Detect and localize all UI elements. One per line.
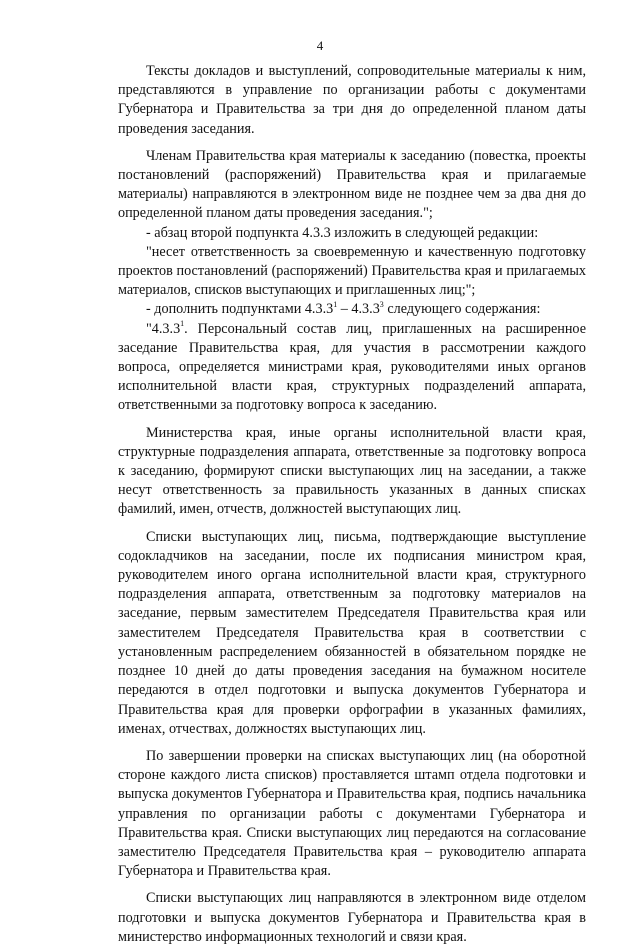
supplement-prefix: - дополнить подпунктами 4.3.3 xyxy=(146,301,334,318)
paragraph-speech-texts: Тексты докладов и выступлений, сопроводительные материалы к ним, представляются в управление по организации работы с документами Губернатора и Правительства за три дня до определенной планом даты проведения заседания. xyxy=(118,63,586,137)
new-item-text: . Персональный состав лиц, приглашенных на расширенное заседание Правительства края, для участия в рассмотрении каждого вопроса, определяется министрами края, руководителями иных органов исполнительной власти края, структурных подразделений аппарата, ответственными за подготовку вопроса к заседанию. xyxy=(118,320,586,414)
paragraph-lists-check: По завершении проверки на списках выступающих лиц (на оборотной стороне каждого листа списков) проставляется штамп отдела подготовки и выпуска документов Губернатора и Правительства края, подпись начальника управления по организации работы с документами Губернатора и Правительства края. Списки выступающих лиц передаются на согласование заместителю Председателя Правительства края – руководителю аппарата Губернатора и Правительства края. xyxy=(118,747,586,880)
paragraph-materials-delivery: Членам Правительства края материалы к заседанию (повестка, проекты постановлений (распоряжений) Правительства края и прилагаемые материалы) направляются в электронном виде не позднее чем за два дня до определенной планом даты проведения заседания."; xyxy=(118,147,586,222)
paragraph-supplement-instruction xyxy=(118,300,586,319)
paragraph-amended-text: "несет ответственность за своевременную и качественную подготовку проектов постановлений (распоряжений) Правительства края и прилагаемых материалов, списков выступающих и приглашенных лиц;"; xyxy=(118,243,586,299)
paragraph-new-item-4331 xyxy=(118,320,586,416)
new-item-number-sup: 1 xyxy=(180,318,185,328)
new-item-number: "4.3.3 xyxy=(146,320,181,337)
document-body xyxy=(118,62,586,947)
paragraph-lists-transfer: Списки выступающих лиц, письма, подтверждающие выступление содокладчиков на заседании, после их подписания министром края, руководителем иного органа исполнительной власти края, структурного подразделения аппарата, ответственным за подготовку материалов на заседание, первым заместителем Председателя Правительства края или заместителем Председателя Правительства края в соответствии с установленным распределением обязанностей в обязательном порядке не позднее 10 дней до даты проведения заседания на бумажном носителе передаются в отдел подготовки и выпуска документов Губернатора и Правительства края для проверки орфографии в указанных фамилиях, именах, отчествах, должностях выступающих лиц. xyxy=(118,528,586,737)
paragraph-amendment-instruction: - абзац второй подпункта 4.3.3 изложить в следующей редакции: xyxy=(146,224,539,241)
supplement-dash: – 4.3.3 xyxy=(337,301,380,318)
paragraph-ministries-lists: Министерства края, иные органы исполнительной власти края, структурные подразделения аппарата, ответственные за подготовку вопроса к заседанию, формируют списки выступающих лиц на заседании, а также несут ответственность за правильность указанных в данных списках фамилий, имен, отчеств, должностей выступающих лиц. xyxy=(118,424,586,518)
supplement-suffix: следующего содержания: xyxy=(383,301,541,318)
page-number: 4 xyxy=(316,38,324,53)
supplement-sup-start: 1 xyxy=(333,299,338,309)
supplement-sup-end: 3 xyxy=(379,299,384,309)
paragraph-lists-electronic: Списки выступающих лиц направляются в электронном виде отделом подготовки и выпуска документов Губернатора и Правительства края в министерство информационных технологий и связи края. xyxy=(118,890,586,945)
